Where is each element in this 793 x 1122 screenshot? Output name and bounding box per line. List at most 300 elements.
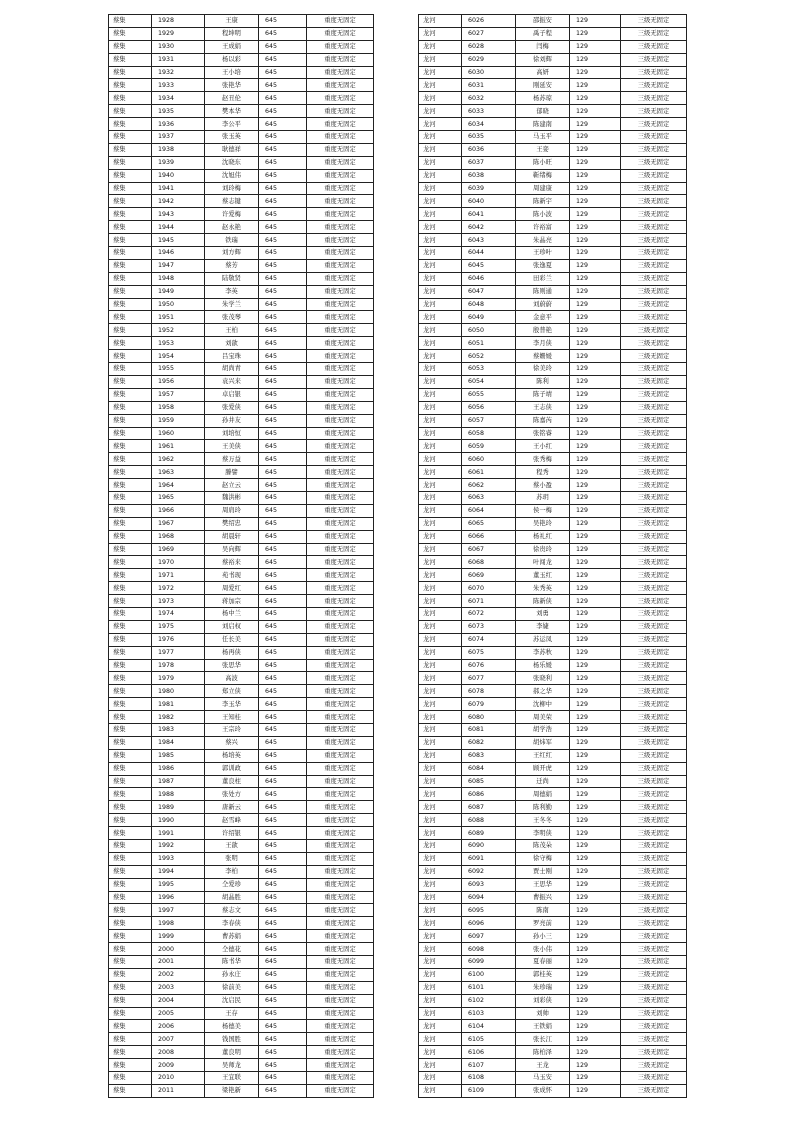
serial-cell: 1958 — [152, 401, 205, 414]
category-cell: 重度无固定 — [307, 15, 374, 28]
table-row — [419, 272, 687, 285]
table-row — [419, 956, 687, 969]
table-row — [109, 298, 374, 311]
area-cell: 蔡集 — [109, 504, 152, 517]
category-cell: 重度无固定 — [307, 620, 374, 633]
area-cell: 蔡集 — [109, 27, 152, 40]
table-row — [109, 105, 374, 118]
amount-cell: 129 — [570, 659, 621, 672]
table-row — [109, 788, 374, 801]
area-cell: 蔡集 — [109, 749, 152, 762]
serial-cell: 6100 — [462, 968, 516, 981]
amount-cell: 129 — [570, 981, 621, 994]
area-cell: 蔡集 — [109, 350, 152, 363]
name-cell: 贾士刚 — [516, 865, 570, 878]
amount-cell: 645 — [259, 943, 307, 956]
table-row — [109, 582, 374, 595]
category-cell: 三级无固定 — [621, 285, 687, 298]
serial-cell: 6035 — [462, 131, 516, 144]
table-row — [419, 363, 687, 376]
table-row — [419, 27, 687, 40]
table-row — [419, 891, 687, 904]
serial-cell: 6066 — [462, 530, 516, 543]
category-cell: 三级无固定 — [621, 1084, 687, 1097]
serial-cell: 6090 — [462, 840, 516, 853]
serial-cell: 1996 — [152, 891, 205, 904]
table-row — [109, 131, 374, 144]
name-cell: 钱国胜 — [205, 1033, 259, 1046]
serial-cell: 1969 — [152, 543, 205, 556]
serial-cell: 6087 — [462, 801, 516, 814]
category-cell: 重度无固定 — [307, 904, 374, 917]
table-row — [419, 143, 687, 156]
amount-cell: 645 — [259, 917, 307, 930]
name-cell: 王宜联 — [205, 1072, 259, 1085]
serial-cell: 6029 — [462, 53, 516, 66]
amount-cell: 645 — [259, 27, 307, 40]
amount-cell: 645 — [259, 1046, 307, 1059]
amount-cell: 645 — [259, 956, 307, 969]
name-cell: 王娈 — [516, 143, 570, 156]
category-cell: 重度无固定 — [307, 131, 374, 144]
table-row — [419, 994, 687, 1007]
name-cell: 李英 — [205, 285, 259, 298]
table-row — [419, 401, 687, 414]
amount-cell: 645 — [259, 53, 307, 66]
name-cell: 胡学浩 — [516, 723, 570, 736]
serial-cell: 1989 — [152, 801, 205, 814]
serial-cell: 1930 — [152, 40, 205, 53]
amount-cell: 645 — [259, 749, 307, 762]
area-cell: 龙河 — [419, 427, 462, 440]
name-cell: 李柏 — [205, 865, 259, 878]
amount-cell: 645 — [259, 698, 307, 711]
area-cell: 蔡集 — [109, 311, 152, 324]
table-row — [419, 414, 687, 427]
name-cell: 杨中兰 — [205, 607, 259, 620]
area-cell: 蔡集 — [109, 736, 152, 749]
serial-cell: 6107 — [462, 1059, 516, 1072]
serial-cell: 6077 — [462, 672, 516, 685]
table-row — [109, 569, 374, 582]
area-cell: 蔡集 — [109, 195, 152, 208]
table-row — [419, 878, 687, 891]
name-cell: 樊本华 — [205, 105, 259, 118]
name-cell: 李公平 — [205, 118, 259, 131]
amount-cell: 129 — [570, 337, 621, 350]
amount-cell: 129 — [570, 736, 621, 749]
serial-cell: 6109 — [462, 1084, 516, 1097]
serial-cell: 2006 — [152, 1020, 205, 1033]
serial-cell: 6101 — [462, 981, 516, 994]
name-cell: 陈则通 — [516, 285, 570, 298]
area-cell: 龙河 — [419, 1046, 462, 1059]
table-row — [109, 736, 374, 749]
amount-cell: 645 — [259, 530, 307, 543]
category-cell: 三级无固定 — [621, 311, 687, 324]
table-row — [419, 156, 687, 169]
category-cell: 三级无固定 — [621, 375, 687, 388]
name-cell: 蔡裕来 — [205, 556, 259, 569]
table-row — [419, 131, 687, 144]
amount-cell: 645 — [259, 1033, 307, 1046]
category-cell: 重度无固定 — [307, 749, 374, 762]
category-cell: 三级无固定 — [621, 891, 687, 904]
serial-cell: 6055 — [462, 388, 516, 401]
area-cell: 龙河 — [419, 131, 462, 144]
serial-cell: 1955 — [152, 363, 205, 376]
serial-cell: 6068 — [462, 556, 516, 569]
amount-cell: 645 — [259, 685, 307, 698]
table-row — [109, 698, 374, 711]
name-cell: 邵振安 — [516, 15, 570, 28]
serial-cell: 6032 — [462, 92, 516, 105]
serial-cell: 6108 — [462, 1072, 516, 1085]
area-cell: 蔡集 — [109, 620, 152, 633]
category-cell: 重度无固定 — [307, 156, 374, 169]
area-cell: 龙河 — [419, 285, 462, 298]
name-cell: 杨以彩 — [205, 53, 259, 66]
area-cell: 蔡集 — [109, 272, 152, 285]
amount-cell: 129 — [570, 968, 621, 981]
serial-cell: 1992 — [152, 840, 205, 853]
table-row — [419, 968, 687, 981]
area-cell: 蔡集 — [109, 259, 152, 272]
table-row — [419, 79, 687, 92]
amount-cell: 645 — [259, 259, 307, 272]
area-cell: 蔡集 — [109, 401, 152, 414]
category-cell: 三级无固定 — [621, 865, 687, 878]
serial-cell: 6059 — [462, 440, 516, 453]
serial-cell: 1941 — [152, 182, 205, 195]
serial-cell: 1935 — [152, 105, 205, 118]
amount-cell: 645 — [259, 66, 307, 79]
area-cell: 蔡集 — [109, 762, 152, 775]
category-cell: 三级无固定 — [621, 118, 687, 131]
category-cell: 三级无固定 — [621, 956, 687, 969]
table-row — [109, 40, 374, 53]
name-cell: 蔡小盈 — [516, 479, 570, 492]
name-cell: 曹苏娟 — [205, 930, 259, 943]
serial-cell: 6067 — [462, 543, 516, 556]
amount-cell: 129 — [570, 466, 621, 479]
category-cell: 重度无固定 — [307, 143, 374, 156]
serial-cell: 1949 — [152, 285, 205, 298]
serial-cell: 1931 — [152, 53, 205, 66]
amount-cell: 645 — [259, 1072, 307, 1085]
name-cell: 董玉红 — [516, 569, 570, 582]
table-row — [419, 930, 687, 943]
area-cell: 龙河 — [419, 143, 462, 156]
amount-cell: 129 — [570, 324, 621, 337]
amount-cell: 645 — [259, 517, 307, 530]
category-cell: 重度无固定 — [307, 92, 374, 105]
table-row — [419, 337, 687, 350]
amount-cell: 129 — [570, 105, 621, 118]
serial-cell: 2003 — [152, 981, 205, 994]
name-cell: 滕譬 — [205, 466, 259, 479]
amount-cell: 129 — [570, 156, 621, 169]
table-row — [419, 1007, 687, 1020]
name-cell: 高妍 — [516, 66, 570, 79]
category-cell: 重度无固定 — [307, 259, 374, 272]
category-cell: 重度无固定 — [307, 285, 374, 298]
area-cell: 蔡集 — [109, 530, 152, 543]
category-cell: 重度无固定 — [307, 1033, 374, 1046]
serial-cell: 6105 — [462, 1033, 516, 1046]
amount-cell: 645 — [259, 440, 307, 453]
table-row — [419, 221, 687, 234]
area-cell: 龙河 — [419, 247, 462, 260]
serial-cell: 6041 — [462, 208, 516, 221]
table-row — [419, 775, 687, 788]
category-cell: 三级无固定 — [621, 917, 687, 930]
name-cell: 沈启民 — [205, 994, 259, 1007]
table-row — [109, 517, 374, 530]
amount-cell: 645 — [259, 994, 307, 1007]
table-row — [419, 582, 687, 595]
area-cell: 蔡集 — [109, 453, 152, 466]
table-row — [109, 904, 374, 917]
amount-cell: 129 — [570, 852, 621, 865]
area-cell: 蔡集 — [109, 968, 152, 981]
serial-cell: 1966 — [152, 504, 205, 517]
name-cell: 周美荣 — [516, 711, 570, 724]
amount-cell: 645 — [259, 156, 307, 169]
table-row — [109, 234, 374, 247]
amount-cell: 645 — [259, 324, 307, 337]
name-cell: 许绍银 — [205, 827, 259, 840]
serial-cell: 1977 — [152, 646, 205, 659]
category-cell: 三级无固定 — [621, 169, 687, 182]
name-cell: 刘玲梅 — [205, 182, 259, 195]
area-cell: 龙河 — [419, 259, 462, 272]
category-cell: 重度无固定 — [307, 401, 374, 414]
name-cell: 曹振兴 — [516, 891, 570, 904]
category-cell: 重度无固定 — [307, 930, 374, 943]
amount-cell: 645 — [259, 414, 307, 427]
table-row — [109, 956, 374, 969]
area-cell: 龙河 — [419, 749, 462, 762]
category-cell: 三级无固定 — [621, 131, 687, 144]
category-cell: 三级无固定 — [621, 105, 687, 118]
amount-cell: 129 — [570, 208, 621, 221]
category-cell: 三级无固定 — [621, 981, 687, 994]
amount-cell: 129 — [570, 40, 621, 53]
serial-cell: 6064 — [462, 504, 516, 517]
amount-cell: 129 — [570, 131, 621, 144]
serial-cell: 1980 — [152, 685, 205, 698]
amount-cell: 129 — [570, 762, 621, 775]
area-cell: 龙河 — [419, 156, 462, 169]
table-row — [109, 840, 374, 853]
serial-cell: 1983 — [152, 723, 205, 736]
area-cell: 龙河 — [419, 311, 462, 324]
serial-cell: 6082 — [462, 736, 516, 749]
serial-cell: 2002 — [152, 968, 205, 981]
serial-cell: 6083 — [462, 749, 516, 762]
name-cell: 李明侠 — [516, 827, 570, 840]
table-row — [419, 1059, 687, 1072]
name-cell: 叶闯龙 — [516, 556, 570, 569]
serial-cell: 1974 — [152, 607, 205, 620]
serial-cell: 6045 — [462, 259, 516, 272]
table-row — [419, 762, 687, 775]
table-row — [109, 891, 374, 904]
amount-cell: 129 — [570, 569, 621, 582]
amount-cell: 129 — [570, 904, 621, 917]
area-cell: 龙河 — [419, 118, 462, 131]
amount-cell: 645 — [259, 659, 307, 672]
name-cell: 郭训政 — [205, 762, 259, 775]
amount-cell: 129 — [570, 1072, 621, 1085]
name-cell: 董良明 — [205, 1046, 259, 1059]
category-cell: 三级无固定 — [621, 736, 687, 749]
amount-cell: 129 — [570, 517, 621, 530]
serial-cell: 1961 — [152, 440, 205, 453]
category-cell: 重度无固定 — [307, 994, 374, 1007]
serial-cell: 2011 — [152, 1084, 205, 1097]
serial-cell: 6081 — [462, 723, 516, 736]
amount-cell: 645 — [259, 363, 307, 376]
area-cell: 龙河 — [419, 401, 462, 414]
amount-cell: 129 — [570, 272, 621, 285]
serial-cell: 1948 — [152, 272, 205, 285]
table-row — [419, 169, 687, 182]
amount-cell: 129 — [570, 298, 621, 311]
amount-cell: 645 — [259, 169, 307, 182]
amount-cell: 645 — [259, 79, 307, 92]
table-row — [419, 595, 687, 608]
table-row — [109, 1084, 374, 1097]
name-cell: 蔡芳 — [205, 259, 259, 272]
serial-cell: 6057 — [462, 414, 516, 427]
serial-cell: 1937 — [152, 131, 205, 144]
area-cell: 蔡集 — [109, 234, 152, 247]
category-cell: 三级无固定 — [621, 363, 687, 376]
category-cell: 三级无固定 — [621, 633, 687, 646]
category-cell: 重度无固定 — [307, 453, 374, 466]
category-cell: 重度无固定 — [307, 388, 374, 401]
table-row — [109, 324, 374, 337]
table-row — [109, 118, 374, 131]
serial-cell: 1965 — [152, 491, 205, 504]
table-row — [419, 298, 687, 311]
category-cell: 三级无固定 — [621, 762, 687, 775]
name-cell: 梁艳新 — [205, 1084, 259, 1097]
name-cell: 赵立云 — [205, 479, 259, 492]
amount-cell: 129 — [570, 814, 621, 827]
amount-cell: 129 — [570, 582, 621, 595]
amount-cell: 129 — [570, 92, 621, 105]
area-cell: 蔡集 — [109, 298, 152, 311]
serial-cell: 1981 — [152, 698, 205, 711]
area-cell: 龙河 — [419, 852, 462, 865]
category-cell: 三级无固定 — [621, 620, 687, 633]
table-row — [109, 337, 374, 350]
area-cell: 蔡集 — [109, 79, 152, 92]
area-cell: 龙河 — [419, 272, 462, 285]
amount-cell: 645 — [259, 620, 307, 633]
category-cell: 三级无固定 — [621, 401, 687, 414]
table-row — [419, 208, 687, 221]
name-cell: 刘蔚蔚 — [516, 298, 570, 311]
category-cell: 三级无固定 — [621, 1059, 687, 1072]
right-record-table — [418, 14, 687, 1098]
category-cell: 重度无固定 — [307, 788, 374, 801]
table-row — [109, 156, 374, 169]
category-cell: 三级无固定 — [621, 15, 687, 28]
table-row — [419, 388, 687, 401]
name-cell: 徐刘辉 — [516, 53, 570, 66]
serial-cell: 6078 — [462, 685, 516, 698]
name-cell: 陈子靖 — [516, 388, 570, 401]
table-row — [109, 504, 374, 517]
area-cell: 蔡集 — [109, 15, 152, 28]
amount-cell: 645 — [259, 607, 307, 620]
area-cell: 龙河 — [419, 92, 462, 105]
category-cell: 重度无固定 — [307, 504, 374, 517]
name-cell: 蔡姗媛 — [516, 350, 570, 363]
amount-cell: 645 — [259, 852, 307, 865]
category-cell: 重度无固定 — [307, 337, 374, 350]
table-row — [419, 105, 687, 118]
name-cell: 杨乐媛 — [516, 659, 570, 672]
area-cell: 龙河 — [419, 53, 462, 66]
name-cell: 王成娟 — [205, 40, 259, 53]
area-cell: 蔡集 — [109, 1033, 152, 1046]
name-cell: 朱珍瑞 — [516, 981, 570, 994]
area-cell: 龙河 — [419, 698, 462, 711]
table-row — [419, 195, 687, 208]
amount-cell: 645 — [259, 234, 307, 247]
amount-cell: 645 — [259, 375, 307, 388]
amount-cell: 129 — [570, 878, 621, 891]
table-row — [419, 40, 687, 53]
amount-cell: 129 — [570, 749, 621, 762]
name-cell: 唐新云 — [205, 801, 259, 814]
name-cell: 铁瑞 — [205, 234, 259, 247]
table-row — [419, 840, 687, 853]
amount-cell: 645 — [259, 904, 307, 917]
name-cell: 陈小旺 — [516, 156, 570, 169]
name-cell: 杨礼红 — [516, 530, 570, 543]
table-row — [109, 1007, 374, 1020]
category-cell: 重度无固定 — [307, 1072, 374, 1085]
category-cell: 三级无固定 — [621, 79, 687, 92]
area-cell: 龙河 — [419, 234, 462, 247]
table-row — [419, 466, 687, 479]
category-cell: 重度无固定 — [307, 1084, 374, 1097]
serial-cell: 6038 — [462, 169, 516, 182]
area-cell: 蔡集 — [109, 891, 152, 904]
table-row — [419, 1072, 687, 1085]
table-row — [109, 1059, 374, 1072]
name-cell: 周肩玲 — [205, 504, 259, 517]
area-cell: 龙河 — [419, 479, 462, 492]
area-cell: 蔡集 — [109, 479, 152, 492]
category-cell: 三级无固定 — [621, 337, 687, 350]
amount-cell: 129 — [570, 840, 621, 853]
table-row — [419, 827, 687, 840]
area-cell: 龙河 — [419, 1020, 462, 1033]
amount-cell: 645 — [259, 891, 307, 904]
table-row — [419, 324, 687, 337]
name-cell: 王美侠 — [205, 440, 259, 453]
table-row — [419, 427, 687, 440]
amount-cell: 129 — [570, 491, 621, 504]
serial-cell: 1944 — [152, 221, 205, 234]
